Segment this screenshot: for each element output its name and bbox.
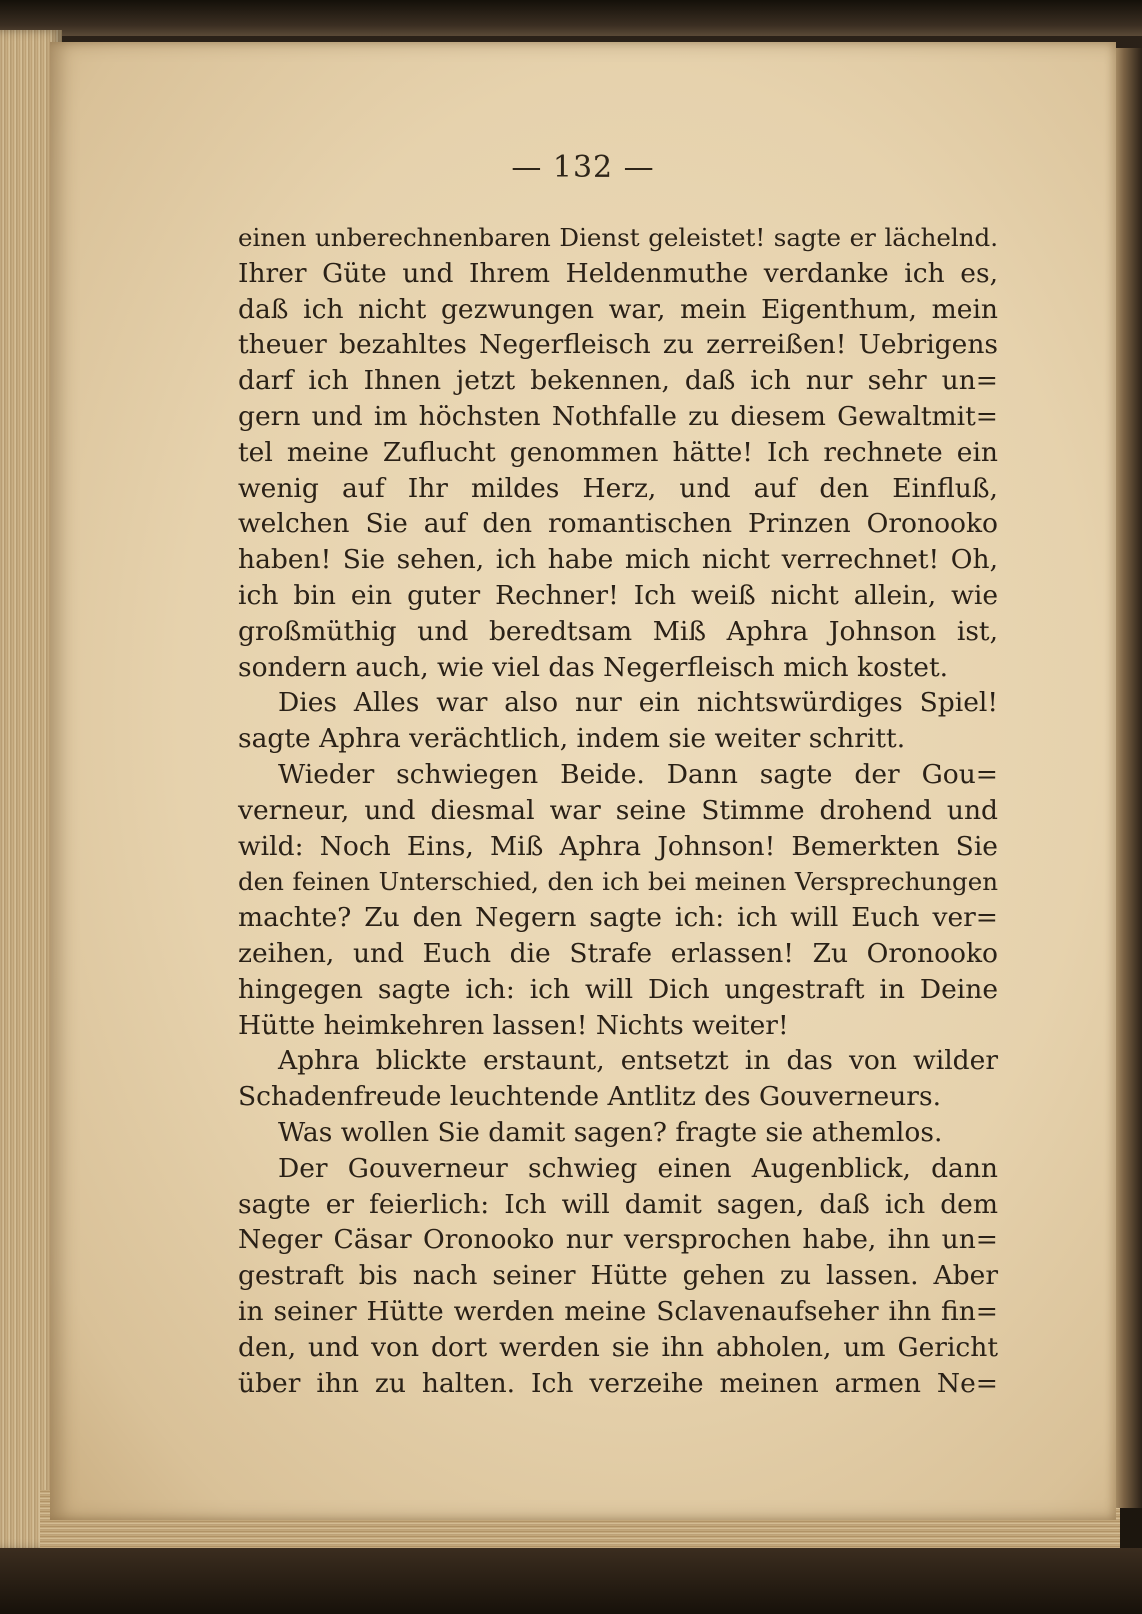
text-line: Was wollen Sie damit sagen? fragte sie athemlos.: [278, 1116, 943, 1148]
book-spine-shadow: [1112, 48, 1142, 1508]
text-line: Aphra blickte erstaunt, entsetzt in das von wilder: [278, 1045, 998, 1077]
text-line: Neger Cäsar Oronooko nur versprochen habe, ihn un=: [238, 1224, 998, 1256]
body-text: [238, 220, 998, 1401]
book-cover-bottom: [0, 1548, 1142, 1614]
text-line: theuer bezahltes Negerfleisch zu zerreißen! Uebrigens: [238, 329, 998, 361]
text-line: darf ich Ihnen jetzt bekennen, daß ich nur sehr un=: [238, 365, 998, 397]
text-line: wenig auf Ihr mildes Herz, und auf den Einfluß,: [238, 472, 998, 504]
text-line: verneur, und diesmal war seine Stimme drohend und: [238, 794, 998, 826]
book-page: [50, 42, 1116, 1520]
text-line: hingegen sagte ich: ich will Dich ungestraft in Deine: [238, 973, 998, 1005]
text-line: zeihen, und Euch die Strafe erlassen! Zu Oronooko: [238, 937, 998, 969]
text-line: gern und im höchsten Nothfalle zu diesem Gewaltmit=: [238, 400, 998, 432]
text-line: gestraft bis nach seiner Hütte gehen zu lassen. Aber: [238, 1260, 998, 1292]
text-line: Hütte heimkehren lassen! Nichts weiter!: [238, 1009, 789, 1041]
text-line: machte? Zu den Negern sagte ich: ich will Euch ver=: [238, 902, 998, 934]
text-line: wild: Noch Eins, Miß Aphra Johnson! Bemerkten Sie: [238, 830, 998, 862]
text-line: Schadenfreude leuchtende Antlitz des Gouverneurs.: [238, 1081, 942, 1113]
text-line: ich bin ein guter Rechner! Ich weiß nicht allein, wie: [238, 579, 998, 611]
text-line: Der Gouverneur schwieg einen Augenblick, dann: [278, 1152, 998, 1184]
text-line: großmüthig und beredtsam Miß Aphra Johnson ist,: [238, 615, 998, 647]
text-line: den, und von dort werden sie ihn abholen, um Gericht: [238, 1331, 998, 1363]
text-line: haben! Sie sehen, ich habe mich nicht verrechnet! Oh,: [238, 544, 998, 576]
text-line: daß ich nicht gezwungen war, mein Eigenthum, mein: [238, 293, 998, 325]
text-line: sondern auch, wie viel das Negerfleisch mich kostet.: [238, 651, 949, 683]
book-cover-top: [0, 0, 1142, 36]
text-line: sagte er feierlich: Ich will damit sagen, daß ich dem: [238, 1188, 998, 1220]
text-line: Dies Alles war also nur ein nichtswürdiges Spiel!: [278, 687, 998, 719]
text-line: sagte Aphra verächtlich, indem sie weiter schritt.: [238, 723, 906, 755]
text-line: tel meine Zuflucht genommen hätte! Ich rechnete ein: [238, 436, 998, 468]
text-line: den feinen Unterschied, den ich bei meinen Versprechungen: [238, 867, 998, 897]
text-line: Wieder schwiegen Beide. Dann sagte der Gou=: [278, 758, 998, 790]
text-line: welchen Sie auf den romantischen Prinzen Oronooko: [238, 508, 998, 540]
page-number: — 132 —: [511, 150, 655, 185]
text-line: Ihrer Güte und Ihrem Heldenmuthe verdanke ich es,: [238, 257, 998, 289]
text-line: einen unberechnenbaren Dienst geleistet! sagte er lächelnd.: [238, 223, 998, 252]
text-line: über ihn zu halten. Ich verzeihe meinen armen Ne=: [238, 1367, 998, 1399]
text-line: in seiner Hütte werden meine Sclavenaufseher ihn fin=: [238, 1295, 998, 1327]
